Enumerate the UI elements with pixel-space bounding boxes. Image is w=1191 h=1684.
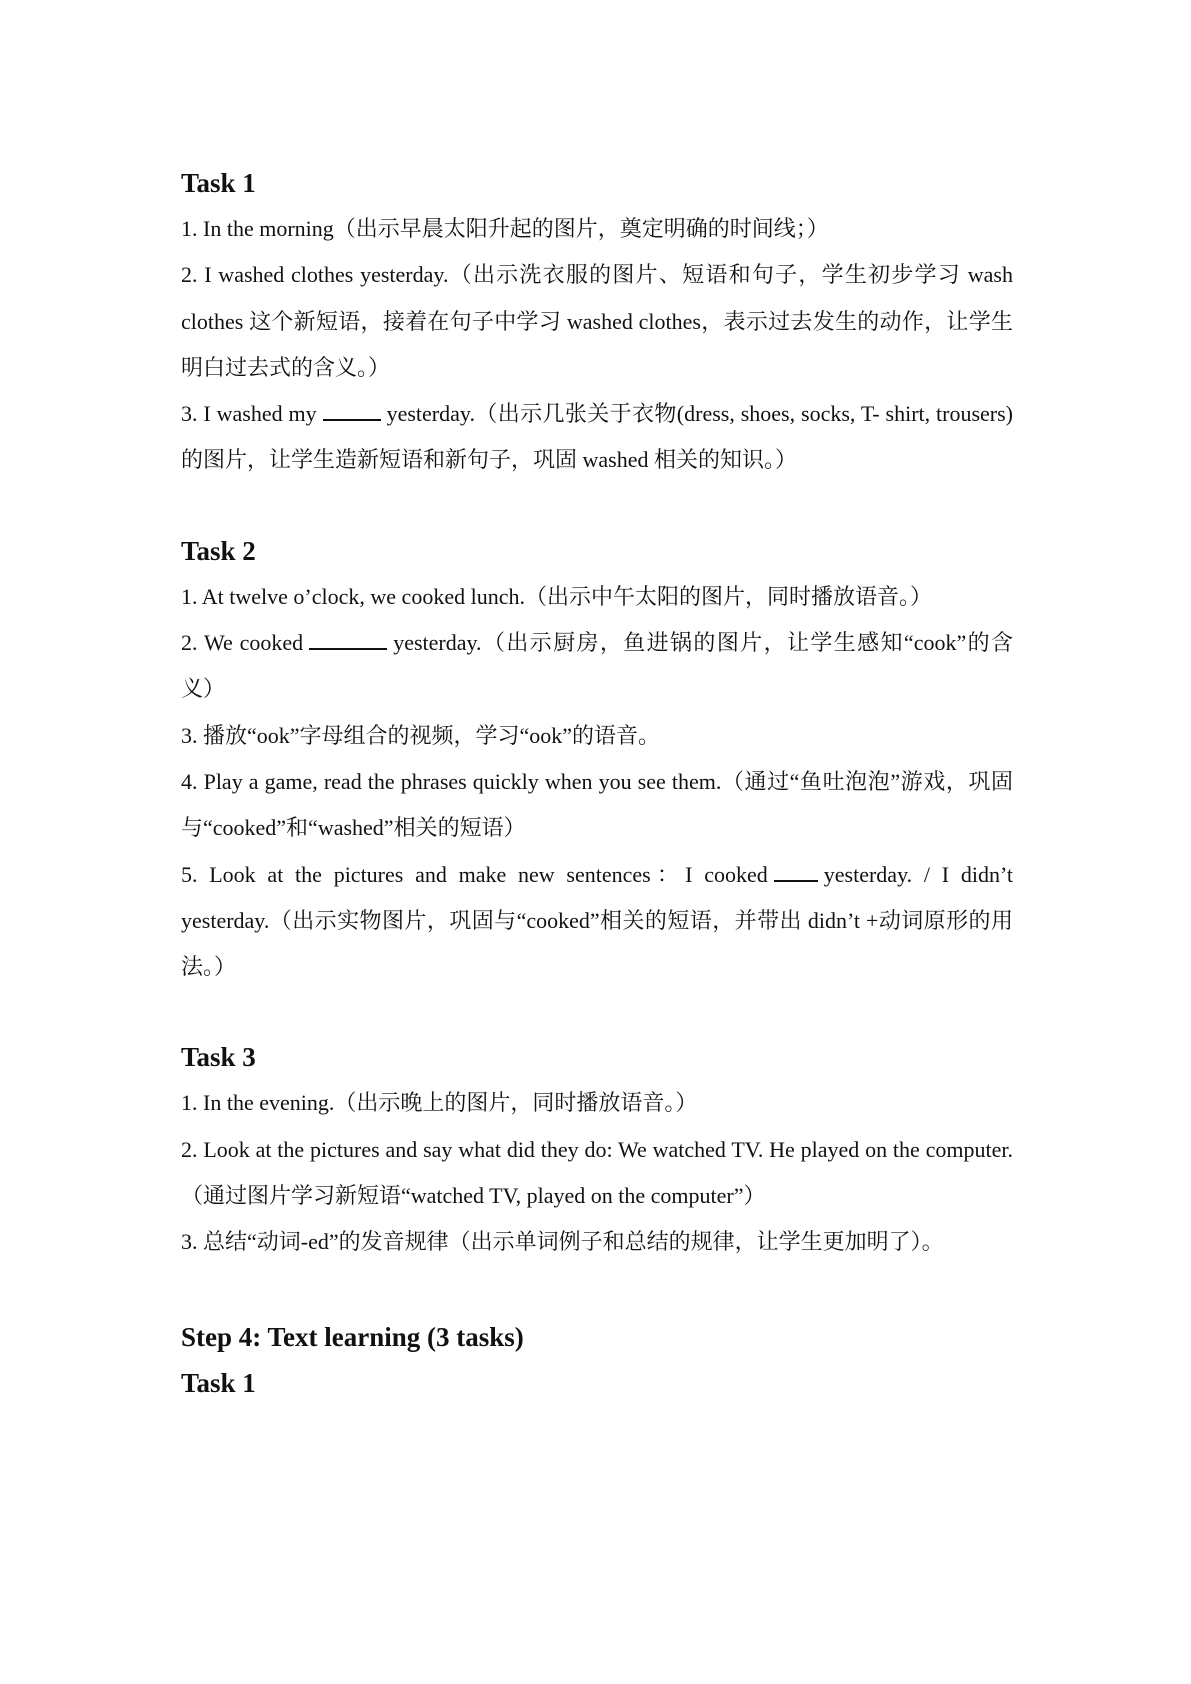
- task3-item-1: 1. In the evening.（出示晚上的图片，同时播放语音。）: [181, 1090, 698, 1116]
- task3-item-2: 2. Look at the pictures and say what did they do: We watched TV. He played on the computer.（通过图片学习新短语“watched TV, played on the computer”）: [181, 1136, 1013, 1209]
- task2-item-2-start: 2. We cooked: [181, 630, 304, 656]
- fill-blank: [323, 397, 381, 421]
- task1-item-2: 2. I washed clothes yesterday.（出示洗衣服的图片、短语和句子，学生初步学习 wash clothes 这个新短语，接着在句子中学习 washed clothes，表示过去发生的动作，让学生明白过去式的含义。）: [181, 262, 1013, 380]
- task2-item-5-start: 5. Look at the pictures and make new sentences：I cooked: [181, 861, 768, 887]
- task2-item-4: 4. Play a game, read the phrases quickly when you see them.（通过“鱼吐泡泡”游戏，巩固与“cooked”和“washed”相关的短语）: [181, 768, 1013, 841]
- task2-item-1: 1. At twelve o’clock, we cooked lunch.（出示中午太阳的图片，同时播放语音。）: [181, 583, 932, 609]
- task1-heading: Task 1: [181, 168, 256, 198]
- task2-heading: Task 2: [181, 535, 256, 566]
- fill-blank: [309, 626, 387, 650]
- task2-item-2: [181, 620, 1013, 713]
- task1-item-3-end: yesterday.（出示几张关于衣物(dress, shoes, socks, T- shirt, trousers)的图片，让学生造新短语和新句子，巩固 washed 相关的知识。）: [181, 401, 1013, 473]
- step4-heading: Step 4: Text learning (3 tasks): [181, 1321, 524, 1352]
- task2-item-5-end: yesterday. / I didn’t yesterday.（出示实物图片，巩固与“cooked”相关的短语，并带出 didn’t +动词原形的用法。）: [181, 861, 1013, 980]
- task2-item-3: 3. 播放“ook”字母组合的视频，学习“ook”的语音。: [181, 722, 661, 748]
- document-page: [181, 160, 1013, 1406]
- task2-item-5: [181, 852, 1013, 991]
- task1-item-1: 1. In the morning（出示早晨太阳升起的图片，奠定明确的时间线；）: [181, 216, 829, 241]
- task3-item-3: 3. 总结“动词-ed”的发音规律（出示单词例子和总结的规律，让学生更加明了）。: [181, 1229, 944, 1255]
- task1-item-3: [181, 391, 1013, 484]
- fill-blank: [774, 858, 818, 882]
- step4-task1-heading: Task 1: [181, 1367, 256, 1398]
- task1-item-3-start: 3. I washed my: [181, 401, 317, 427]
- task2-item-2-end: yesterday.（出示厨房，鱼进锅的图片，让学生感知“cook”的含义）: [181, 630, 1013, 702]
- task3-heading: Task 3: [181, 1042, 256, 1073]
